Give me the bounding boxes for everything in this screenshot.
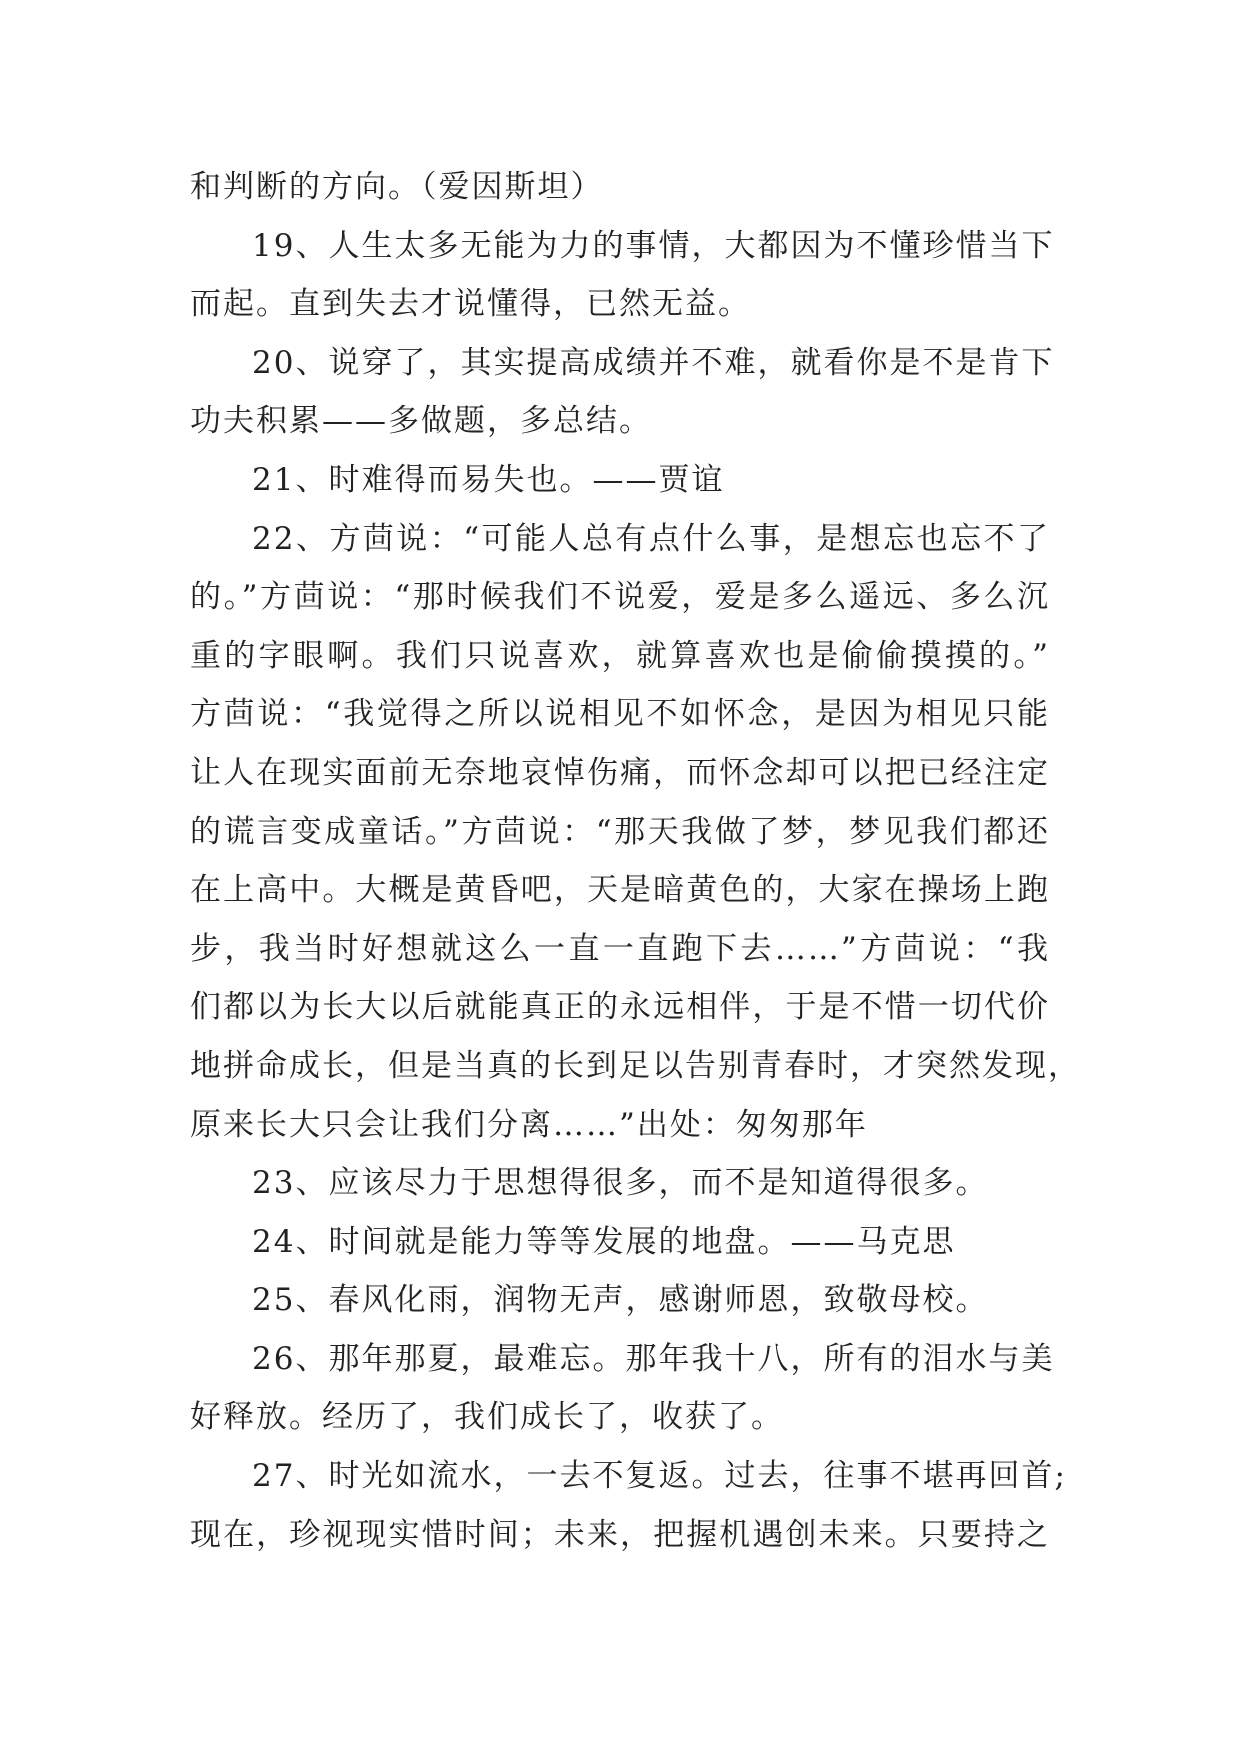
text-line: 好释放。经历了，我们成长了，收获了。 [190, 1399, 784, 1436]
text-line: 27、时光如流水，一去不复返。过去，往事不堪再回首; [252, 1458, 1067, 1495]
document-page [190, 158, 1081, 1564]
text-line: 的。”方茴说：“那时候我们不说爱，爱是多么遥远、多么沉 [190, 579, 1050, 616]
text-line: 26、那年那夏，最难忘。那年我十八，所有的泪水与美 [252, 1340, 1055, 1377]
text-line: 让人在现实面前无奈地哀悼伤痛，而怀念却可以把已经注定 [190, 754, 1050, 791]
text-line: 和判断的方向。（爱因斯坦） [190, 169, 604, 205]
text-line: 22、方茴说：“可能人总有点什么事，是想忘也忘不了 [252, 520, 1050, 557]
text-line: 地拼命成长，但是当真的长到足以告别青春时，才突然发现， [190, 1047, 1081, 1084]
text-line: 们都以为长大以后就能真正的永远相伴，于是不惜一切代价 [190, 989, 1050, 1026]
text-line: 在上高中。大概是黄昏吧，天是暗黄色的，大家在操场上跑 [190, 872, 1050, 909]
text-line: 方茴说：“我觉得之所以说相见不如怀念，是因为相见只能 [190, 696, 1050, 733]
text-line: 25、春风化雨，润物无声，感谢师恩，致敬母校。 [252, 1282, 989, 1319]
text-line: 19、人生太多无能为力的事情，大都因为不懂珍惜当下 [252, 227, 1055, 264]
text-line: 步，我当时好想就这么一直一直跑下去……”方茴说：“我 [190, 930, 1050, 967]
text-line: 20、说穿了，其实提高成绩并不难，就看你是不是肯下 [252, 344, 1055, 381]
text-line: 而起。直到失去才说懂得，已然无益。 [190, 286, 751, 323]
text-line: 重的字眼啊。我们只说喜欢，就算喜欢也是偷偷摸摸的。” [190, 637, 1050, 674]
text-line: 21、时难得而易失也。——贾谊 [252, 461, 725, 498]
text-line: 24、时间就是能力等等发展的地盘。——马克思 [252, 1223, 956, 1260]
text-line: 现在，珍视现实惜时间；未来，把握机遇创未来。只要持之 [190, 1516, 1050, 1553]
text-line: 功夫积累——多做题，多总结。 [190, 403, 652, 440]
text-line: 23、应该尽力于思想得很多，而不是知道得很多。 [252, 1165, 989, 1202]
text-line: 原来长大只会让我们分离……”出处：匆匆那年 [190, 1106, 868, 1143]
text-line: 的谎言变成童话。”方茴说：“那天我做了梦，梦见我们都还 [190, 813, 1050, 850]
